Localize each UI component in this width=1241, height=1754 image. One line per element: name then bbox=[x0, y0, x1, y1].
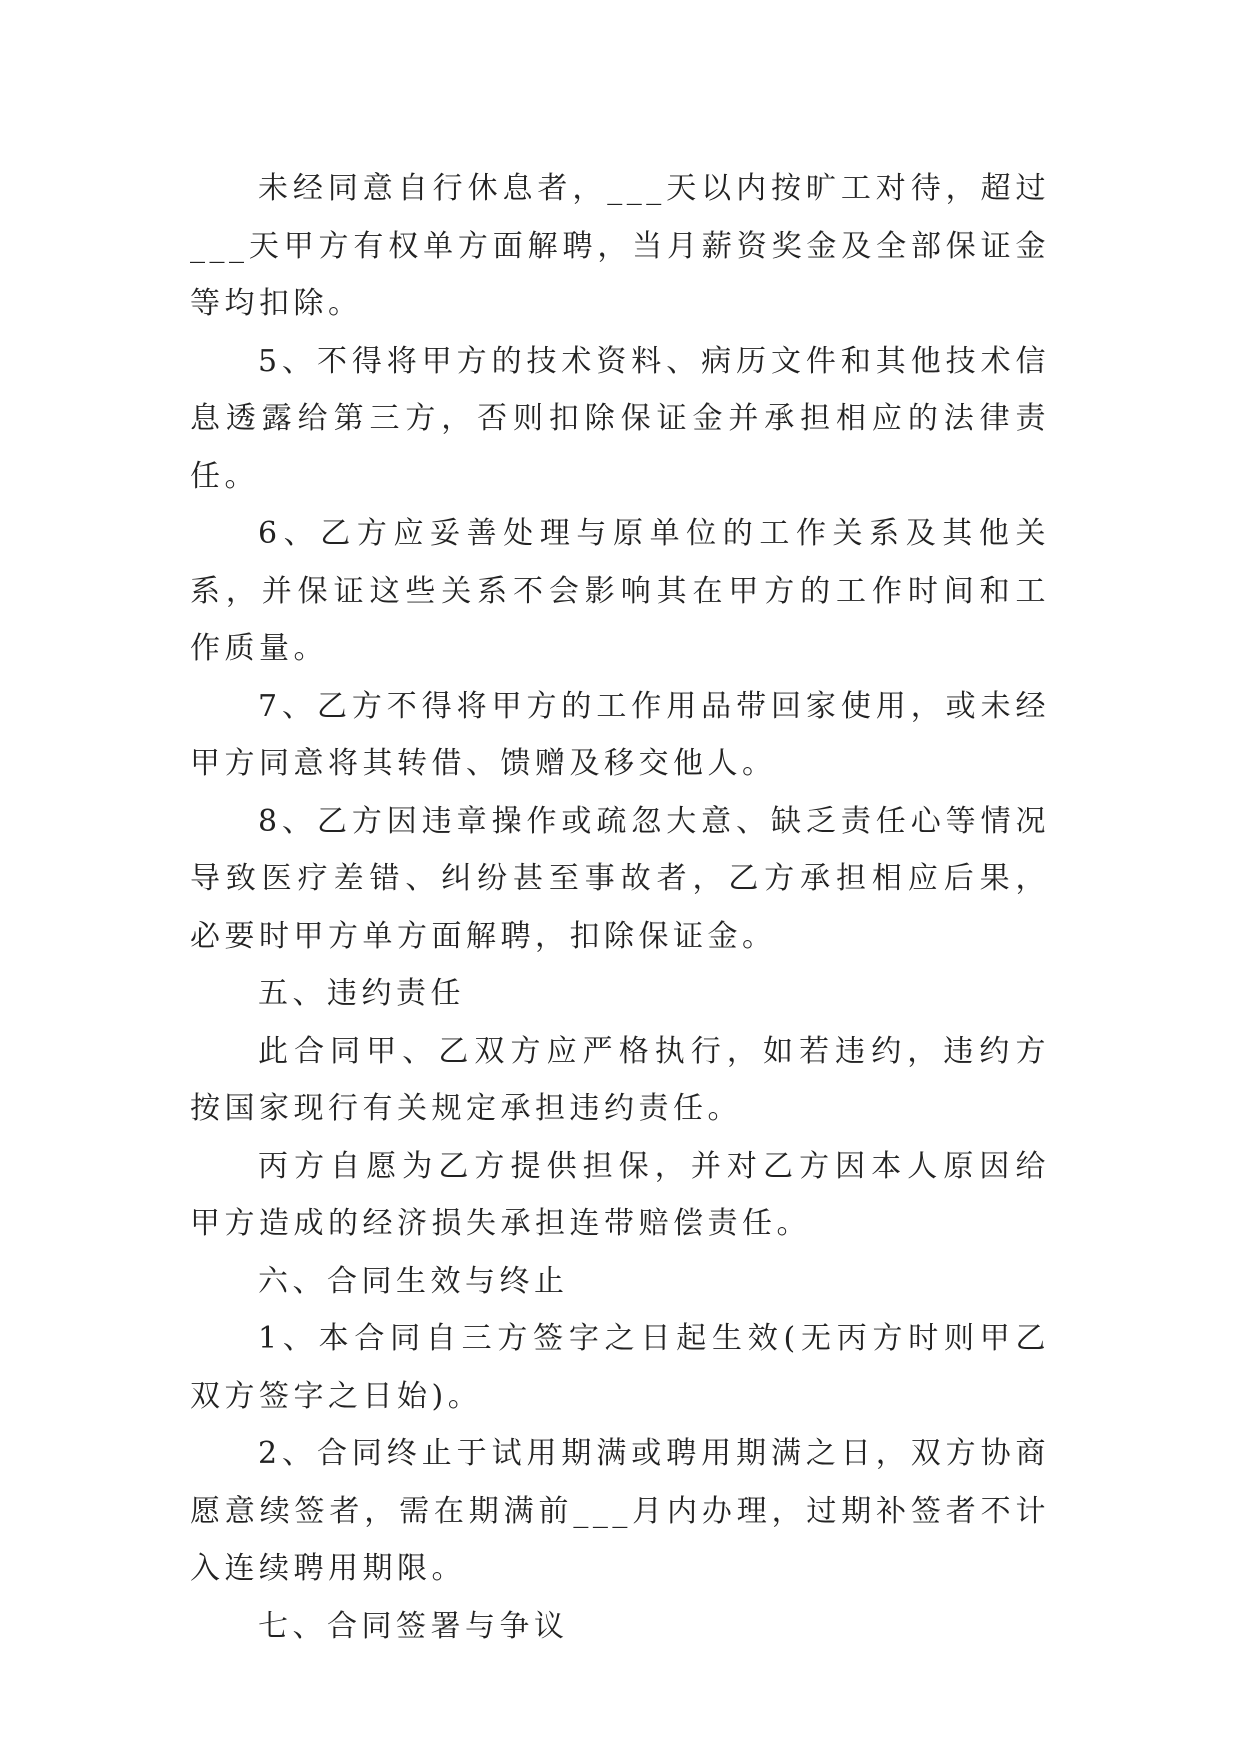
paragraph-clause-7-work-supplies: 7、乙方不得将甲方的工作用品带回家使用，或未经甲方同意将其转借、馈赠及移交他人。 bbox=[190, 688, 1050, 781]
heading-section-6-effect-termination: 六、合同生效与终止 bbox=[258, 1263, 569, 1299]
heading-section-5-liability: 五、违约责任 bbox=[258, 976, 465, 1011]
paragraph-breach-liability: 此合同甲、乙双方应严格执行，如若违约，违约方按国家现行有关规定承担违约责任。 bbox=[190, 1033, 1050, 1126]
paragraph-absence-penalty: 未经同意自行休息者，___天以内按旷工对待，超过___天甲方有权单方面解聘，当月薪资奖金及全部保证金等均扣除。 bbox=[190, 171, 1050, 321]
heading-section-7-signing-disputes: 七、合同签署与争议 bbox=[258, 1608, 569, 1644]
paragraph-clause-8-medical-errors: 8、乙方因违章操作或疏忽大意、缺乏责任心等情况导致医疗差错、纠纷甚至事故者，乙方承担相应后果，必要时甲方单方面解聘，扣除保证金。 bbox=[190, 803, 1050, 954]
paragraph-effective-date: 1、本合同自三方签字之日起生效(无丙方时则甲乙双方签字之日始)。 bbox=[190, 1321, 1050, 1414]
paragraph-termination-renewal: 2、合同终止于试用期满或聘用期满之日，双方协商愿意续签者，需在期满前___月内办理，过期补签者不计入连续聘用期限。 bbox=[190, 1436, 1050, 1586]
paragraph-clause-6-prior-employment: 6、乙方应妥善处理与原单位的工作关系及其他关系，并保证这些关系不会影响其在甲方的工作时间和工作质量。 bbox=[190, 516, 1050, 666]
paragraph-clause-5-confidentiality: 5、不得将甲方的技术资料、病历文件和其他技术信息透露给第三方，否则扣除保证金并承担相应的法律责任。 bbox=[190, 343, 1050, 494]
paragraph-guarantor: 丙方自愿为乙方提供担保，并对乙方因本人原因给甲方造成的经济损失承担连带赔偿责任。 bbox=[190, 1148, 1050, 1241]
document-body bbox=[190, 160, 1050, 1655]
